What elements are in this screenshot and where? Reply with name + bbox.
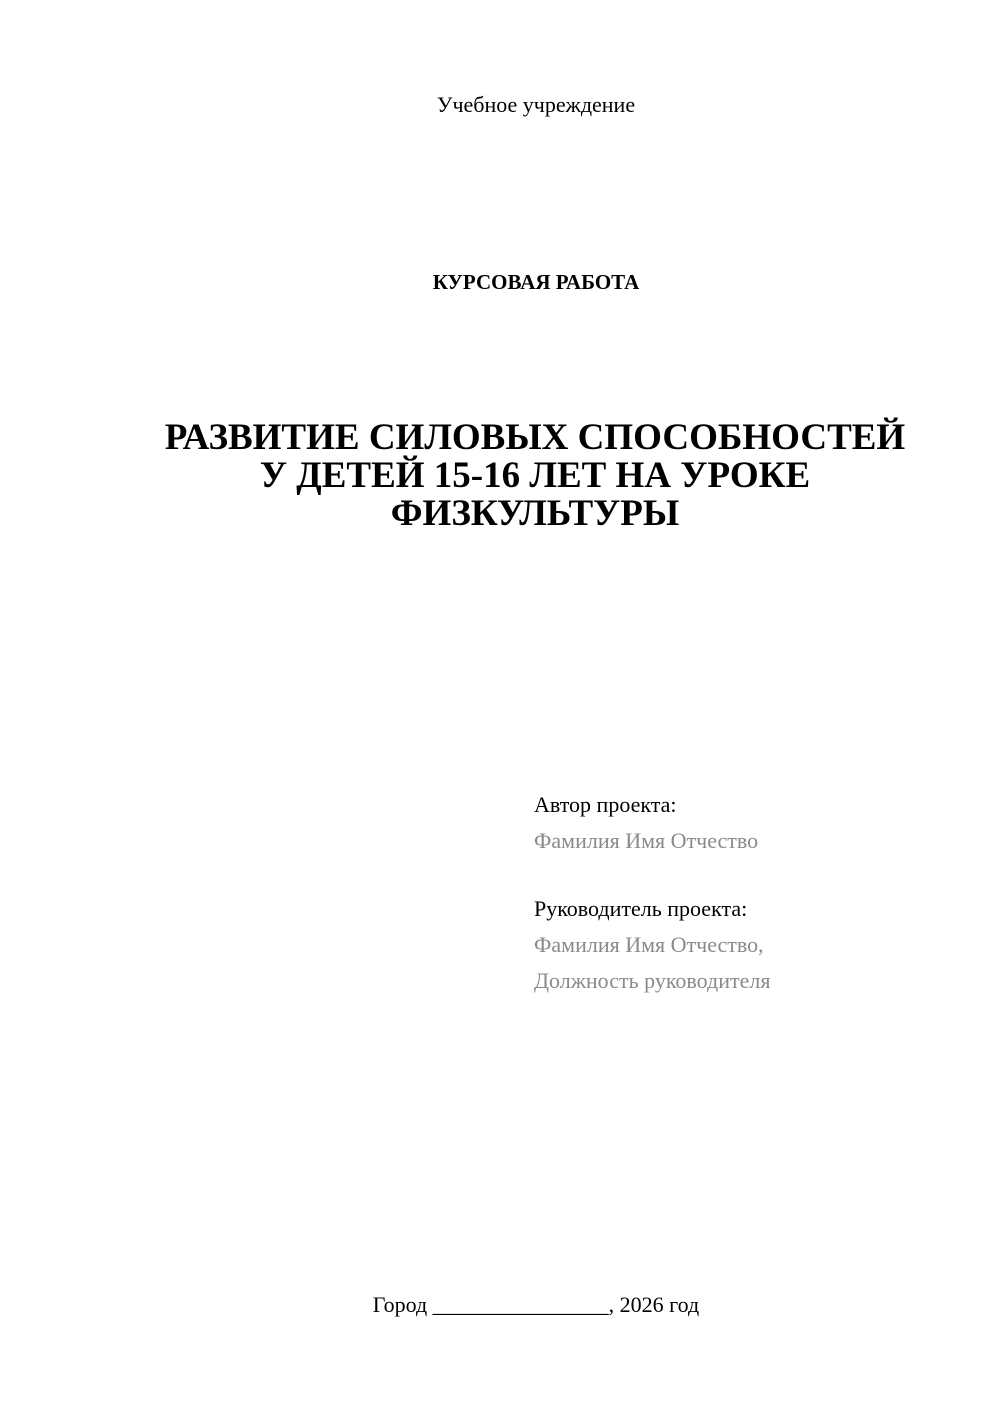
- year-text: , 2026 год: [608, 1292, 700, 1317]
- title-line-2: У ДЕТЕЙ 15-16 ЛЕТ НА УРОКЕ: [259, 455, 811, 496]
- work-type-heading: КУРСОВАЯ РАБОТА: [432, 270, 640, 294]
- author-name: Фамилия Имя Отчество: [534, 828, 759, 853]
- supervisor-label: Руководитель проекта:: [534, 896, 748, 921]
- author-label: Автор проекта:: [534, 792, 677, 817]
- supervisor-name: Фамилия Имя Отчество,: [534, 932, 764, 957]
- supervisor-position: Должность руководителя: [534, 968, 771, 993]
- credits-spacer: [534, 859, 974, 891]
- title-line-3: ФИЗКУЛЬТУРЫ: [390, 493, 680, 534]
- institution-name: Учебное учреждение: [436, 92, 636, 117]
- document-title: [135, 419, 935, 533]
- city-prefix: Город: [372, 1292, 428, 1317]
- city-year-line: [0, 1290, 1000, 1320]
- city-blank: ________________: [432, 1292, 609, 1317]
- title-line-1: РАЗВИТИЕ СИЛОВЫХ СПОСОБНОСТЕЙ: [164, 417, 906, 458]
- credits-block: [534, 787, 974, 999]
